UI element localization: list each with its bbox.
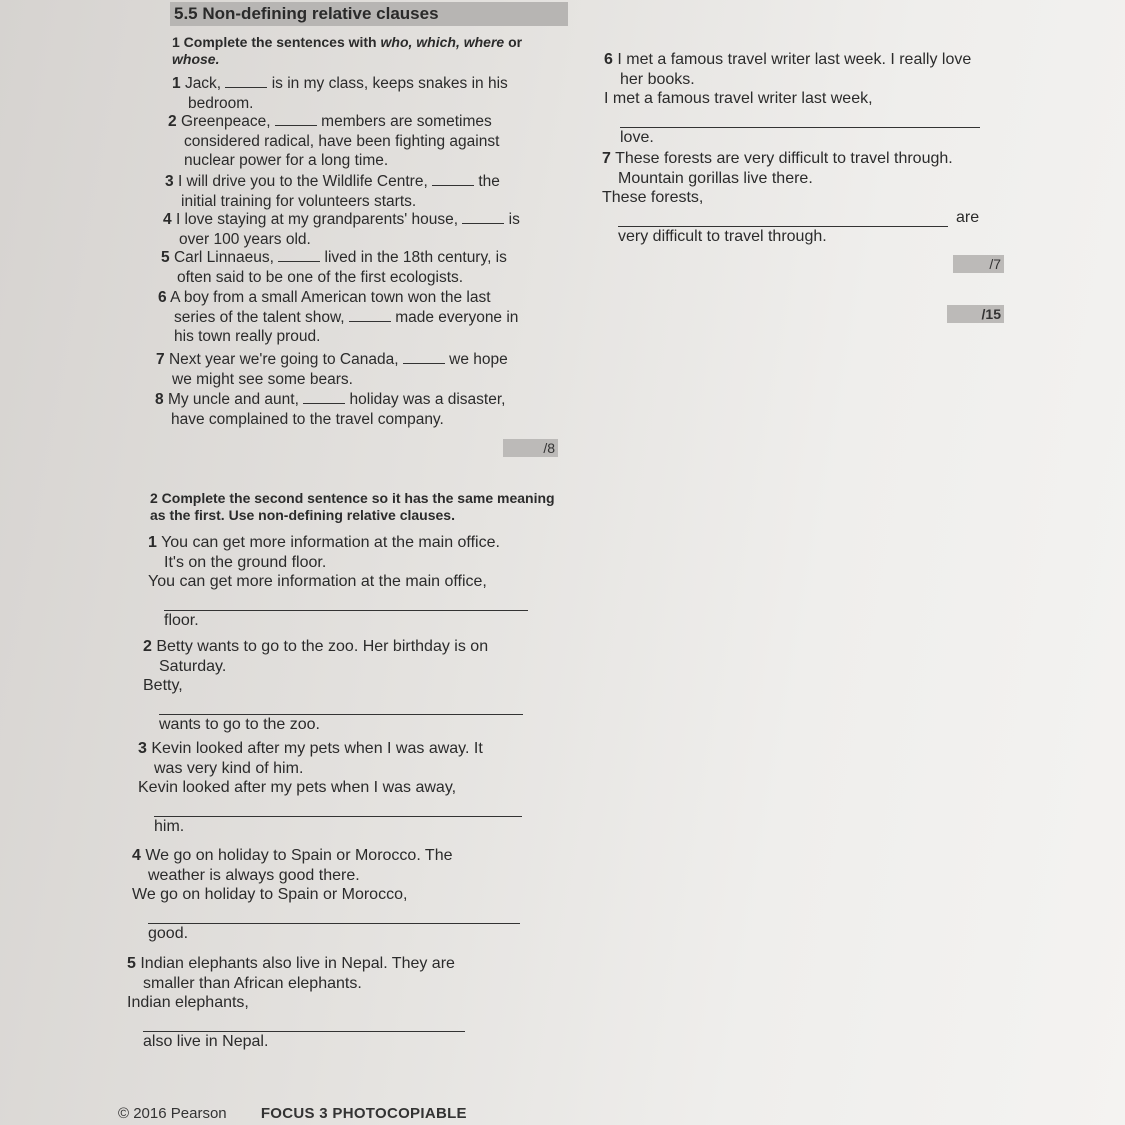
exercise-1-item-1: 1 Jack, is in my class, keeps snakes in his bedroom.: [172, 75, 508, 112]
answer-blank[interactable]: [275, 113, 317, 126]
exercise-1-item-4: 4 I love staying at my grandparents' house, is over 100 years old.: [163, 211, 520, 248]
exercise-2-item-5: 5 Indian elephants also live in Nepal. They are smaller than African elephants. Indian elephants, also live in Nepal.: [127, 954, 522, 1051]
answer-blank[interactable]: [225, 75, 267, 88]
section-title: 5.5 Non-defining relative clauses: [174, 4, 439, 23]
exercise-2-score: /7: [953, 255, 1004, 273]
exercise-1-score: /8: [503, 439, 558, 457]
answer-blank[interactable]: [462, 211, 504, 224]
exercise-1-item-7: 7 Next year we're going to Canada, we hope we might see some bears.: [156, 351, 508, 388]
exercise-2-instructions: 2 Complete the second sentence so it has the same meaning as the first. Use non-defining relative clauses.: [150, 490, 555, 523]
answer-line[interactable]: [164, 592, 528, 611]
exercise-2-item-4: 4 We go on holiday to Spain or Morocco. The weather is always good there. We go on holiday to Spain or Morocco, good.: [132, 846, 527, 943]
answer-line[interactable]: [618, 208, 948, 227]
exercise-1-item-3: 3 I will drive you to the Wildlife Centre, the initial training for volunteers starts.: [165, 173, 500, 210]
answer-line[interactable]: [159, 696, 523, 715]
answer-line[interactable]: [154, 798, 522, 817]
exercise-2-item-6: 6 I met a famous travel writer last week. I really love her books. I met a famous travel writer last week, love.: [604, 50, 999, 147]
page-footer: [118, 1105, 467, 1122]
section-title-bar: [170, 2, 568, 26]
answer-line[interactable]: [148, 905, 520, 924]
total-score: /15: [947, 305, 1004, 323]
exercise-1-instructions: 1 Complete the sentences with who, which, where or whose.: [172, 34, 523, 67]
answer-blank[interactable]: [432, 173, 474, 186]
answer-blank[interactable]: [403, 351, 445, 364]
exercise-2-item-3: 3 Kevin looked after my pets when I was away. It was very kind of him. Kevin looked after my pets when I was away, him.: [138, 739, 528, 836]
exercise-2-item-7: 7 These forests are very difficult to travel through. Mountain gorillas live there. These forests, are very difficult to travel through.: [602, 149, 997, 247]
answer-blank[interactable]: [303, 391, 345, 404]
brand-label: FOCUS 3 PHOTOCOPIABLE: [260, 1105, 467, 1122]
answer-blank[interactable]: [349, 309, 391, 322]
answer-line[interactable]: [620, 109, 980, 128]
copyright: © 2016 Pearson: [118, 1105, 227, 1122]
exercise-1-item-2: 2 Greenpeace, members are sometimes considered radical, have been fighting against nuclear power for a long time.: [168, 113, 500, 169]
exercise-2-item-2: 2 Betty wants to go to the zoo. Her birthday is on Saturday. Betty, wants to go to the zoo.: [143, 637, 533, 734]
exercise-1-item-6: 6 A boy from a small American town won the last series of the talent show, made everyone in his town really proud.: [158, 289, 519, 345]
exercise-1-item-5: 5 Carl Linnaeus, lived in the 18th century, is often said to be one of the first ecologists.: [161, 249, 507, 286]
answer-row: are: [618, 208, 997, 228]
exercise-2-item-1: 1 You can get more information at the main office. It's on the ground floor. You can get more information at the main office, floor.: [148, 533, 538, 630]
answer-line[interactable]: [143, 1013, 465, 1032]
exercise-1-item-8: 8 My uncle and aunt, holiday was a disaster, have complained to the travel company.: [155, 391, 506, 428]
answer-blank[interactable]: [278, 249, 320, 262]
